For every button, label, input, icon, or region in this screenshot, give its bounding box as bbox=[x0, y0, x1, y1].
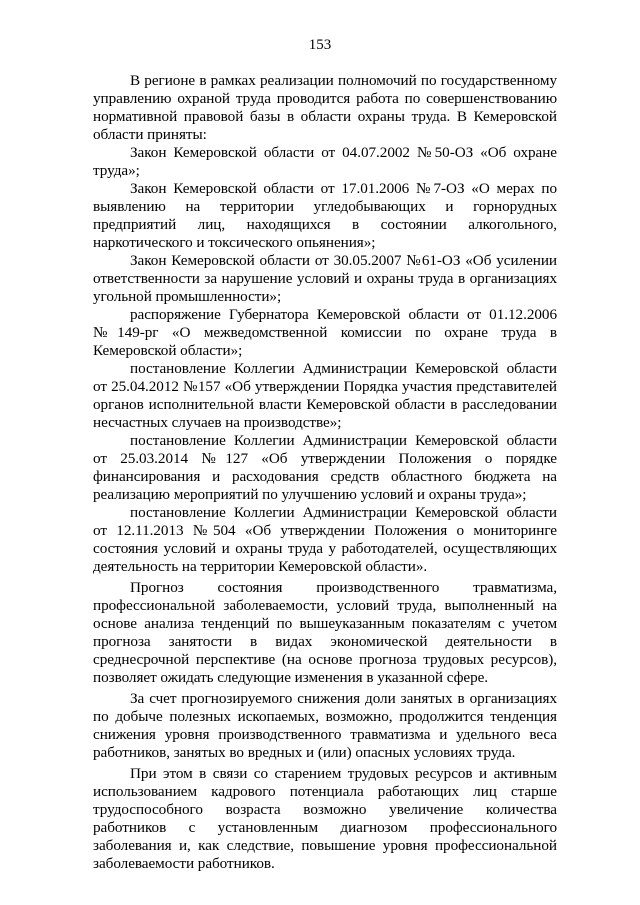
law-item-1: Закон Кемеровской области от 04.07.2002 №50-ОЗ «Об охране труда»; bbox=[93, 144, 557, 179]
law-item-2: Закон Кемеровской области от 17.01.2006 №7-ОЗ «О мерах по выявлению на территории угледобывающих и горнорудных предприятий лиц, находящихся в состоянии алкогольного, наркотического и токсического опьянения»; bbox=[93, 180, 557, 251]
law-item-3: Закон Кемеровской области от 30.05.2007 №61-ОЗ «Об усилении ответственности за нарушение условий и охраны труда в организациях угольной промышленности»; bbox=[93, 252, 557, 305]
intro-paragraph: В регионе в рамках реализации полномочий по государственному управлению охраной труда проводится работа по совершенствованию нормативной правовой базы в области охраны труда. В Кемеровской области приняты: bbox=[93, 72, 557, 143]
law-item-5: постановление Коллегии Администрации Кемеровской области от 25.04.2012 №157 «Об утверждении Порядка участия представителей органов исполнительной власти Кемеровской области в расследовании несчастных случаев на производстве»; bbox=[93, 360, 557, 431]
law-item-7: постановление Коллегии Администрации Кемеровской области от 12.11.2013 №504 «Об утверждении Положения о мониторинге состояния условий и охраны труда у работодателей, осуществляющих деятельность на территории Кемеровской области». bbox=[93, 504, 557, 575]
law-item-4: распоряжение Губернатора Кемеровской области от 01.12.2006 №149-рг «О межведомственной комиссии по охране труда в Кемеровской области»; bbox=[93, 306, 557, 359]
forecast-paragraph: Прогноз состояния производственного травматизма, профессиональной заболеваемости, условий труда, выполненный на основе анализа тенденций по вышеуказанным показателям с учетом прогноза занятости в видах экономической деятельности в среднесрочной перспективе (на основе прогноза трудовых ресурсов), позволяет ожидать следующие изменения в указанной сфере. bbox=[93, 579, 557, 686]
aging-workforce-paragraph: При этом в связи со старением трудовых ресурсов и активным использованием кадрового потенциала работающих лиц старше трудоспособного возраста возможно увеличение количества работников с установленным диагнозом профессионального заболевания и, как следствие, повышение уровня профессиональной заболеваемости работников. bbox=[93, 765, 557, 872]
mining-forecast-paragraph: За счет прогнозируемого снижения доли занятых в организациях по добыче полезных ископаемых, возможно, продолжится тенденция снижения уровня производственного травматизма и удельного веса работников, занятых во вредных и (или) опасных условиях труда. bbox=[93, 690, 557, 761]
page-number: 153 bbox=[308, 37, 332, 53]
law-item-6: постановление Коллегии Администрации Кемеровской области от 25.03.2014 №127 «Об утверждении Положения о порядке финансирования и расходования средств областного бюджета на реализацию мероприятий по улучшению условий и охраны труда»; bbox=[93, 432, 557, 503]
document-body bbox=[93, 72, 557, 873]
